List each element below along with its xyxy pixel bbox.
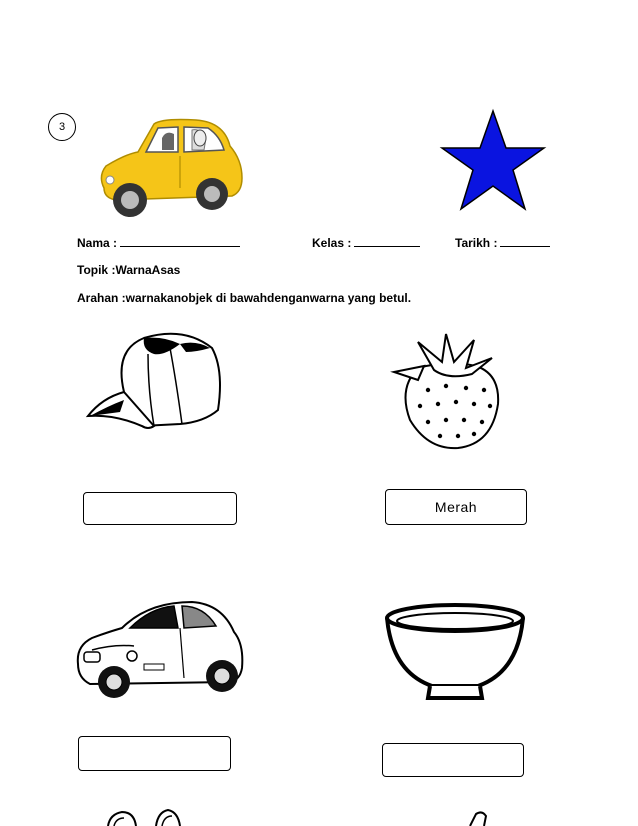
name-label: Nama :: [77, 236, 118, 250]
instruction-line: Arahan :warnakanobjek di bawahdenganwarna yang betul.: [77, 291, 412, 305]
answer-text-strawberry: Merah: [434, 499, 478, 515]
topic-line: Topik :WarnaAsas: [77, 263, 181, 277]
partial-drawing-left-icon: [104, 808, 214, 826]
yellow-car-icon: [96, 116, 244, 222]
answer-box-bowl[interactable]: [382, 743, 524, 777]
strawberry-icon: [388, 328, 506, 452]
car-outline-icon: [74, 598, 246, 698]
date-field[interactable]: [455, 235, 550, 250]
page-number: 3: [58, 121, 66, 133]
blue-star-icon: [440, 108, 546, 212]
class-blank[interactable]: [354, 235, 420, 247]
class-field[interactable]: [312, 235, 420, 250]
name-field[interactable]: [77, 235, 240, 250]
answer-box-cap[interactable]: [83, 492, 237, 525]
cap-icon: [84, 330, 224, 438]
page-number-badge: [48, 113, 76, 141]
answer-box-car[interactable]: [78, 736, 231, 771]
partial-drawing-right-icon: [466, 810, 494, 826]
answer-box-strawberry[interactable]: [385, 489, 527, 525]
class-label: Kelas :: [312, 236, 352, 250]
date-blank[interactable]: [500, 235, 550, 247]
name-blank[interactable]: [120, 235, 240, 247]
bowl-icon: [384, 602, 526, 700]
date-label: Tarikh :: [455, 236, 498, 250]
